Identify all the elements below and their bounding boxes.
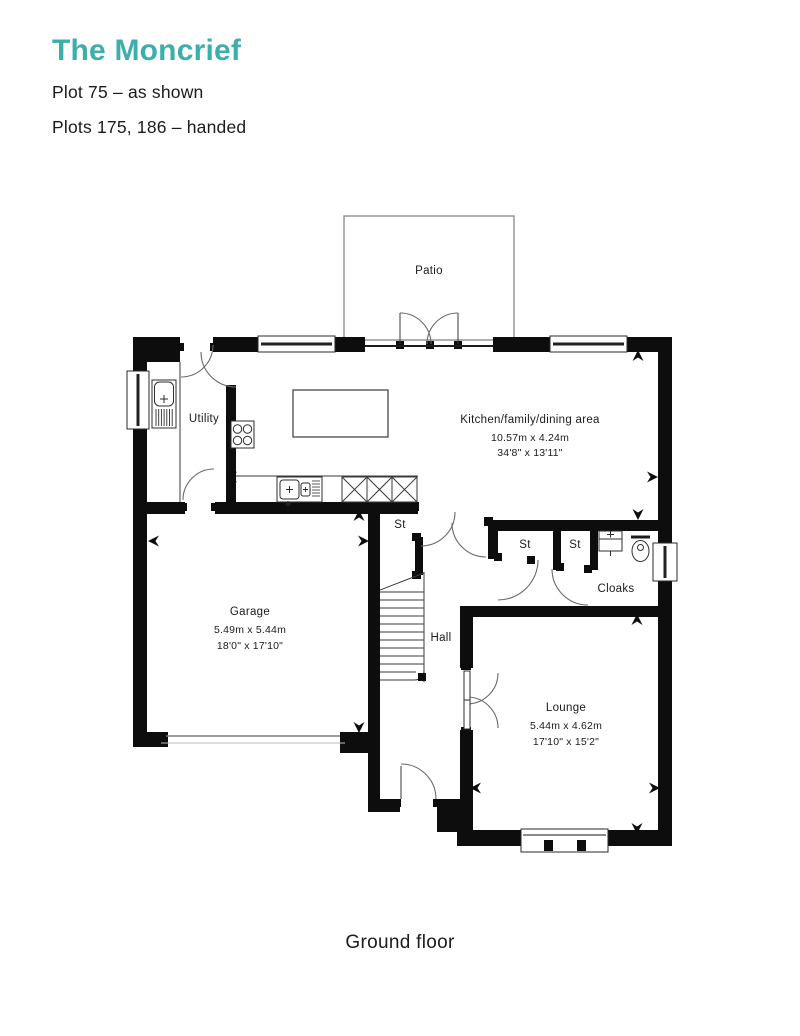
appliance-units — [342, 477, 417, 502]
window-kitchen-right — [550, 336, 627, 352]
kitchen-label: Kitchen/family/dining area — [460, 414, 600, 426]
basin — [599, 531, 622, 556]
store2-label: St — [569, 539, 581, 551]
window-utility — [127, 371, 149, 429]
patio-outline — [344, 216, 514, 340]
plot-line-2: Plots 175, 186 – handed — [52, 117, 247, 137]
store1-label: St — [519, 539, 531, 551]
lounge-label: Lounge — [545, 702, 587, 714]
lounge-dim-imperial: 17'10" x 15'2" — [532, 736, 600, 748]
bay-window-lounge — [521, 829, 608, 852]
window-kitchen-left — [258, 336, 335, 352]
cloaks-label: Cloaks — [597, 583, 635, 595]
stairs — [380, 572, 426, 682]
kitchen-dim-imperial: 34'8" x 13'11" — [497, 447, 563, 459]
plot-line-1: Plot 75 – as shown — [52, 82, 204, 102]
window-cloaks — [653, 543, 677, 581]
kitchen-island — [293, 390, 388, 437]
lounge-dim-metric: 5.44m x 4.62m — [529, 720, 603, 732]
patio-label: Patio — [415, 265, 443, 277]
utility-sink — [152, 380, 176, 428]
garage-dim-imperial: 18'0" x 17'10" — [216, 640, 284, 652]
hob — [231, 421, 254, 448]
garage-dim-metric: 5.49m x 5.44m — [213, 624, 287, 636]
kitchen-dim-metric: 10.57m x 4.24m — [490, 432, 570, 444]
garage-label: Garage — [229, 606, 271, 618]
hall-label: Hall — [430, 632, 452, 644]
kitchen-sink — [277, 477, 322, 507]
store-understairs-label: St — [394, 519, 406, 531]
toilet — [631, 537, 650, 562]
floor-caption: Ground floor — [345, 932, 455, 953]
utility-label: Utility — [188, 413, 220, 425]
page-title: The Moncrief — [52, 34, 242, 67]
